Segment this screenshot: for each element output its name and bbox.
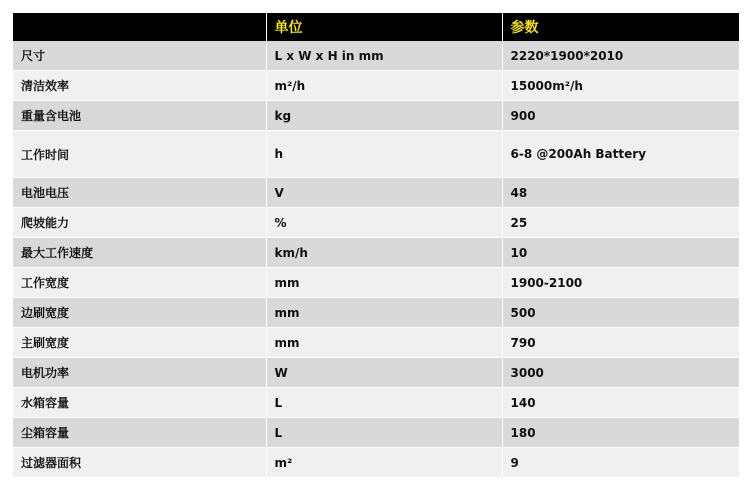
table-row — [13, 71, 739, 101]
row-label: 电池电压 — [13, 178, 266, 208]
header-row — [13, 13, 739, 41]
row-label: 电机功率 — [13, 358, 266, 388]
header-item — [13, 13, 266, 41]
header-unit: 单位 — [266, 13, 502, 41]
table-row — [13, 41, 739, 71]
row-label: 重量含电池 — [13, 101, 266, 131]
row-value: 140 — [502, 388, 739, 418]
table-row — [13, 388, 739, 418]
row-unit: mm — [266, 328, 502, 358]
row-label: 边刷宽度 — [13, 298, 266, 328]
row-unit: L — [266, 418, 502, 448]
table-row — [13, 268, 739, 298]
table-row — [13, 208, 739, 238]
row-value: 2220*1900*2010 — [502, 41, 739, 71]
row-label: 工作时间 — [13, 131, 266, 178]
table-row — [13, 358, 739, 388]
row-unit: L x W x H in mm — [266, 41, 502, 71]
spec-table — [13, 13, 739, 478]
row-label: 尘箱容量 — [13, 418, 266, 448]
row-value: 9 — [502, 448, 739, 478]
row-unit: L — [266, 388, 502, 418]
row-label: 主刷宽度 — [13, 328, 266, 358]
table-row — [13, 418, 739, 448]
row-unit: kg — [266, 101, 502, 131]
row-value: 900 — [502, 101, 739, 131]
row-label: 最大工作速度 — [13, 238, 266, 268]
row-value: 500 — [502, 298, 739, 328]
table-row — [13, 131, 739, 178]
row-unit: % — [266, 208, 502, 238]
row-label: 尺寸 — [13, 41, 266, 71]
row-unit: mm — [266, 298, 502, 328]
row-value: 10 — [502, 238, 739, 268]
row-label: 过滤器面积 — [13, 448, 266, 478]
row-value: 48 — [502, 178, 739, 208]
row-unit: m²/h — [266, 71, 502, 101]
row-label: 水箱容量 — [13, 388, 266, 418]
row-unit: km/h — [266, 238, 502, 268]
table-row — [13, 238, 739, 268]
table-row — [13, 178, 739, 208]
row-value: 3000 — [502, 358, 739, 388]
row-unit: mm — [266, 268, 502, 298]
header-value: 参数 — [502, 13, 739, 41]
row-value: 15000m²/h — [502, 71, 739, 101]
table-row — [13, 448, 739, 478]
row-unit: W — [266, 358, 502, 388]
table-row — [13, 328, 739, 358]
table-row — [13, 101, 739, 131]
row-unit: m² — [266, 448, 502, 478]
row-label: 工作宽度 — [13, 268, 266, 298]
row-value: 6-8 @200Ah Battery — [502, 131, 739, 178]
row-unit: V — [266, 178, 502, 208]
row-value: 25 — [502, 208, 739, 238]
row-value: 790 — [502, 328, 739, 358]
row-value: 180 — [502, 418, 739, 448]
row-label: 清洁效率 — [13, 71, 266, 101]
table-row — [13, 298, 739, 328]
row-value: 1900-2100 — [502, 268, 739, 298]
row-unit: h — [266, 131, 502, 178]
row-label: 爬坡能力 — [13, 208, 266, 238]
